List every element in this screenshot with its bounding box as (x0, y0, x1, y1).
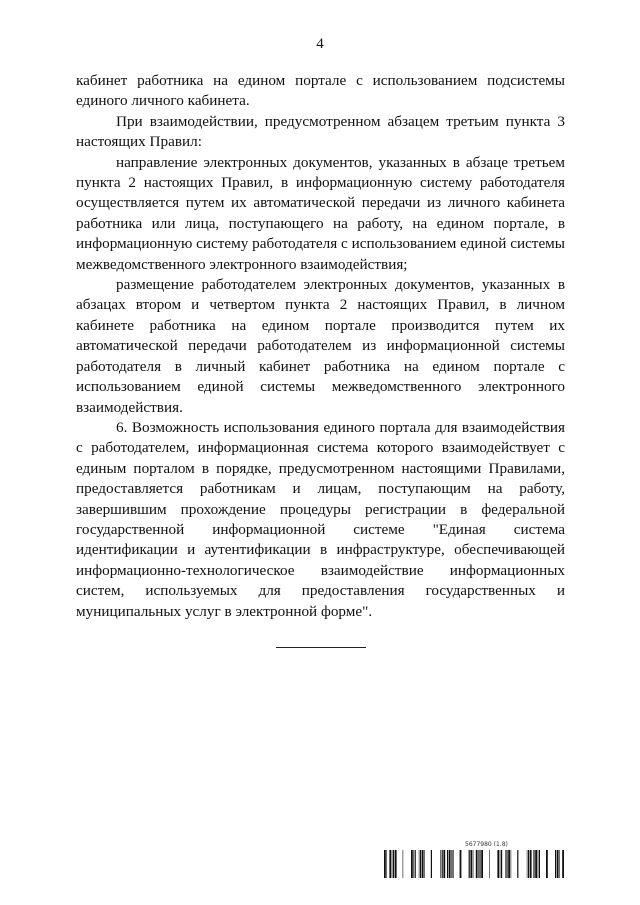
paragraph-5: 6. Возможность использования единого портала для взаимодействия с работодателем, информационная система которого взаимодействует с единым порталом в порядке, предусмотренном настоящими Правилами, предоставляется работникам и лицам, поступающим на работу, завершившим прохождение процедуры регистрации в федеральной государственной информационной системе "Единая система идентификации и аутентификации в инфраструктуре, обеспечивающей информационно-технологическое взаимодействие информационных систем, используемых для предоставления государственных и муниципальных услуг в электронной форме". (76, 418, 565, 620)
end-divider-line (276, 647, 366, 648)
barcode-icon (384, 850, 564, 878)
document-body (76, 71, 565, 622)
paragraph-1: кабинет работника на едином портале с использованием подсистемы единого личного кабинета. (76, 72, 565, 110)
paragraph-3: направление электронных документов, указанных в абзаце третьем пункта 2 настоящих Правил, в информационную систему работодателя осуществляется путем их автоматической передачи из личного кабинета работника или лица, поступающего на работу, на едином портале, в информационную систему работодателя с использованием единой системы межведомственного электронного взаимодействия; (76, 153, 565, 273)
paragraph-4: размещение работодателем электронных документов, указанных в абзацах втором и четвертом пункта 2 настоящих Правил, в личном кабинете работника на едином портале производится путем их автоматической передачи работодателем из информационной системы работодателя в личный кабинет работника на едином портале с использованием единой системы межведомственного электронного взаимодействия. (76, 276, 565, 416)
barcode-label: 5677980 (1.8) (465, 841, 508, 848)
paragraph-2: При взаимодействии, предусмотренном абзацем третьим пункта 3 настоящих Правил: (76, 112, 565, 151)
page-number: 4 (316, 36, 324, 52)
